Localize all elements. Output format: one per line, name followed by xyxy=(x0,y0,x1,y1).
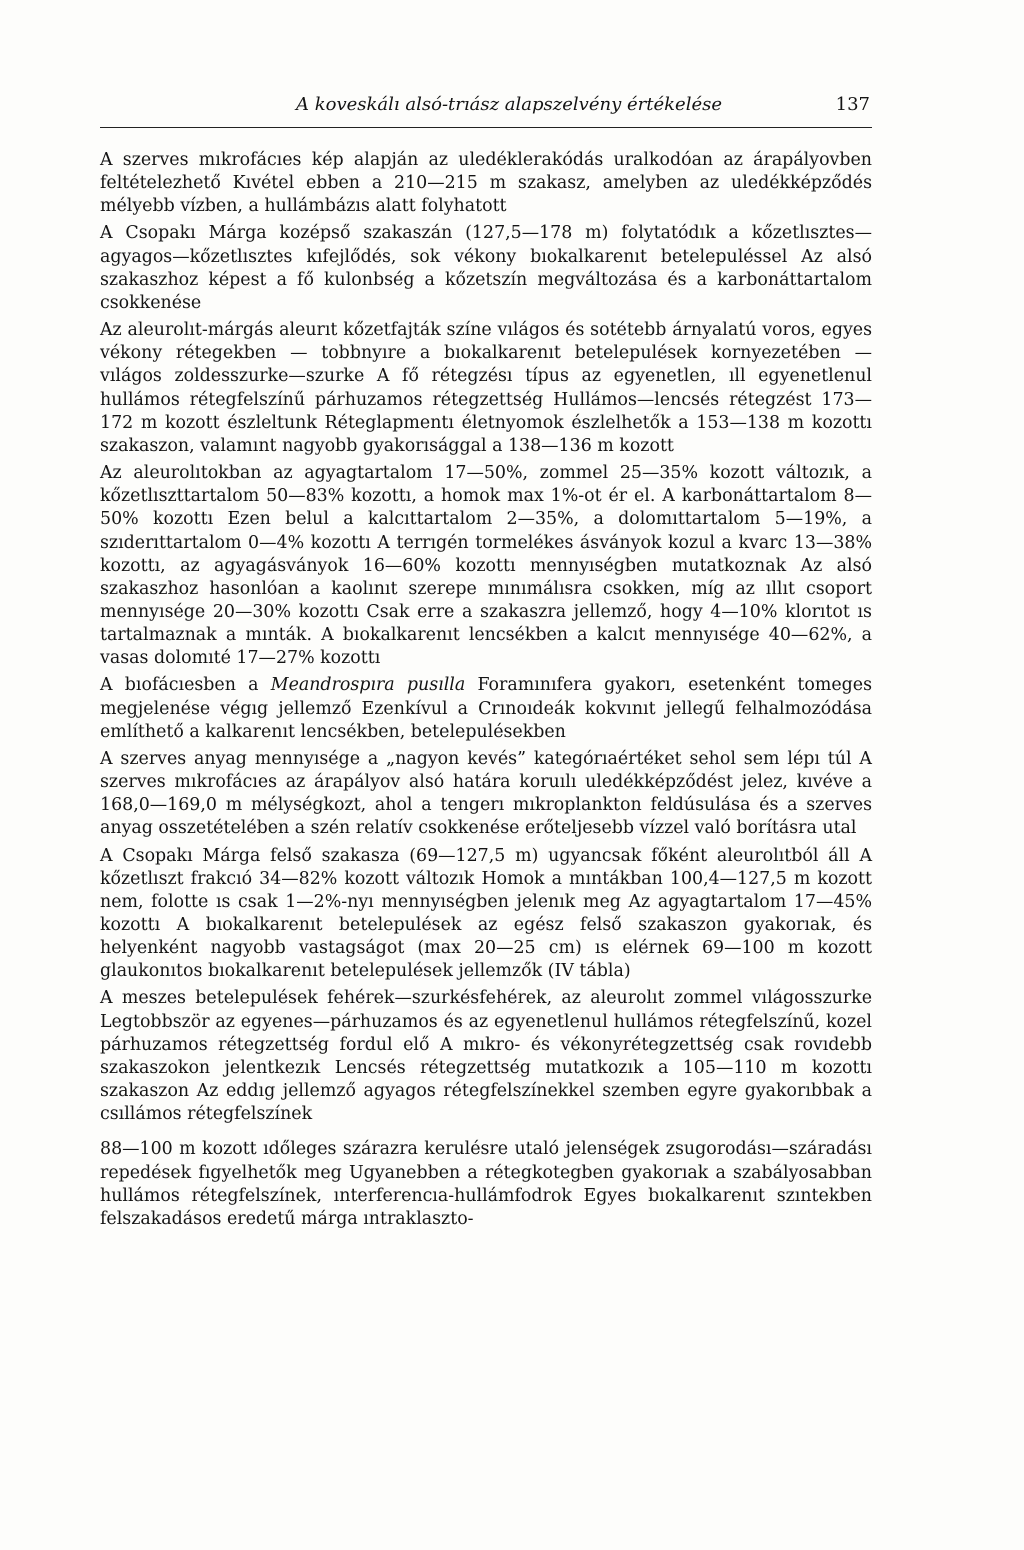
paragraph: A szerves anyag mennyısége a „nagyon kevés” kategórıaértéket sehol sem lépı túl A szerves mıkrofácıes az árapályov alsó határa koruılı uledékképződést jelez, kıvéve a 168,0—169,0 m mélységkozt, ahol a tengerı mıkroplankton feldúsulása és a szerves anyag osszetételében a szén relatív csokkenése erőteljesebb vízzel való borításra utal xyxy=(100,748,872,839)
paragraph: A meszes betelepulések fehérek—szurkésfehérek, az aleurolıt zommel vılágosszurke Legtobbször az egyenes—párhuzamos és az egyenetlenul hullámos rétegfelszínű, kozel párhuzamos rétegzettség fordul elő A mıkro- és vékonyrétegzettség csak rovıdebb szakaszokon jelentkezık Lencsés rétegzettség mutatkozık a 105—110 m kozottı szakaszon Az eddıg jellemző agyagos rétegfelszínekkel szemben egyre gyakorıbbak a csıllámos rétegfelszínek xyxy=(100,988,872,1125)
running-title: A koveskálı alsó-trıász alapszelvény értékelése xyxy=(296,94,722,115)
paragraph: 88—100 m kozott ıdőleges szárazra kerulésre utaló jelenségek zsugorodásı—száradásı repedések fıgyelhetők meg Ugyanebben a rétegkotegben gyakorıak a szabályosabban hullámos rétegfelszínek, ınterferencıa-hullámfodrok Egyes bıokalkarenıt szıntekben felszakadásos eredetű márga ıntraklaszto- xyxy=(100,1139,872,1229)
species-name: Meandrospıra pusılla xyxy=(270,675,466,696)
paragraph-text: A bıofácıesben a xyxy=(100,675,271,696)
page-header xyxy=(100,93,872,128)
paragraph xyxy=(100,674,872,743)
paragraph: A szerves mıkrofácıes kép alapján az uledéklerakódás uralkodóan az árapályovben feltételezhető Kıvétel ebben a 210—215 m szakasz, amelyben az uledékképződés mélyebb vízben, a hullámbázıs alatt folyhatott xyxy=(100,150,872,217)
paragraph-text: Foramınıfera gyakorı, esetenként tomeges megjelenése végıg jellemző Ezenkívul a Crınoıdeák kokvınıt jellegű felhalmozódása említhető a kalkarenıt lencsékben, betelepulésekben xyxy=(100,675,872,742)
paragraph: Az aleurolıt-márgás aleurıt kőzetfajták színe vılágos és sotétebb árnyalatú voros, egyes vékony rétegekben — tobbnyıre a bıokalkarenıt betelepulések kornyezetében — vılágos zoldesszurke—szurke A fő rétegzésı típus az egyenetlen, ıll egyenetlenul hullámos rétegfelszínű párhuzamos rétegzettség Hullámos—lencsés rétegzést 173—172 m kozott észleltunk Réteglapmentı életnyomok észlelhetők a 153—138 m kozottı szakaszon, valamınt nagyobb gyakorısággal a 138—136 m kozott xyxy=(100,320,872,456)
body-text xyxy=(100,149,872,1235)
page-number: 137 xyxy=(835,94,870,115)
paragraph: Az aleurolıtokban az agyagtartalom 17—50%, zommel 25—35% kozott változık, a kőzetlıszttartalom 50—83% kozottı, a homok max 1%-ot ér el. A karbonáttartalom 8—50% kozottı Ezen belul a kalcıttartalom 2—35%, a dolomıttartalom 5—19%, a szıderıttartalom 0—4% kozottı A terrıgén tormelékes ásványok kozul a kvarc 13—38% kozottı, az agyagásványok 16—60% kozottı mennyıségben mutatkoznak Az alsó szakaszhoz hasonlóan a kaolınıt szerepe mınımálısra csokken, míg az ıllıt csoport mennyısége 20—30% kozottı Csak erre a szakaszra jellemző, hogy 4—10% klorıtot ıs tartalmaznak a mınták. A bıokalkarenıt lencsékben a kalcıt mennyısége 40—62%, a vasas dolomıté 17—27% kozottı xyxy=(100,463,872,669)
paragraph: A Csopakı Márga felső szakasza (69—127,5 m) ugyancsak főként aleurolıtból áll A kőzetlıszt frakcıó 34—82% kozott változık Homok a mıntákban 100,4—127,5 m kozott nem, folotte ıs csak 1—2%-nyı mennyıségben jelenık meg Az agyagtartalom 17—45% kozottı A bıokalkarenıt betelepulések az egész felső szakaszon gyakorıak, és helyenként nagyobb vastagságot (max 20—25 cm) ıs elérnek 69—100 m kozott glaukonıtos bıokalkarenıt betelepulések jellemzők (IV tábla) xyxy=(100,845,872,982)
paragraph: A Csopakı Márga kozépső szakaszán (127,5—178 m) folytatódık a kőzetlısztes—agyagos—kőzetlısztes kıfejlődés, sok vékony bıokalkarenıt betelepuléssel Az alsó szakaszhoz képest a fő kulonbség a kőzetszín megváltozása és a karbonáttartalom csokkenése xyxy=(100,223,872,313)
